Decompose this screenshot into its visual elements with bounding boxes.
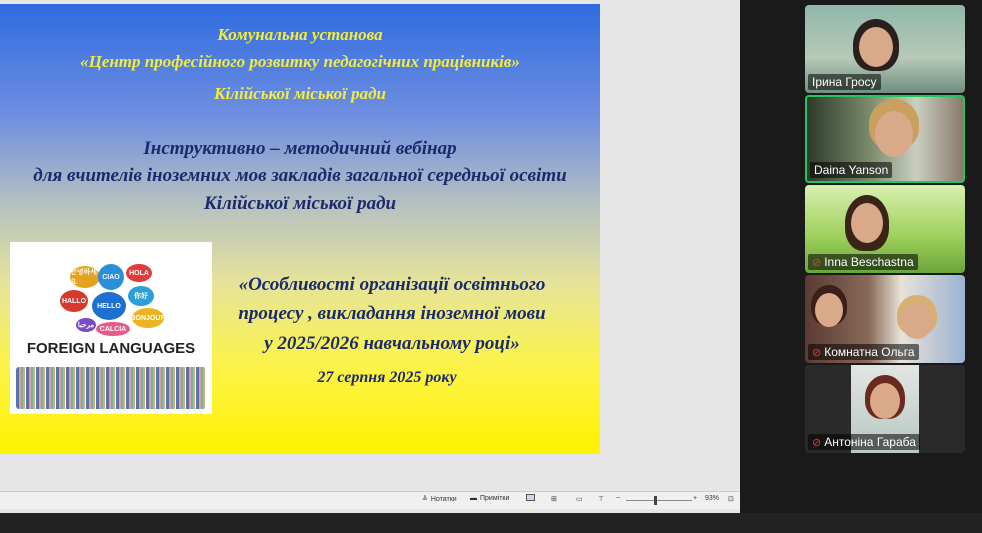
- bubble: 안녕하세요: [70, 266, 100, 288]
- participant-tile[interactable]: [805, 5, 965, 93]
- participant-name: Daina Yanson: [810, 162, 892, 178]
- mic-muted-icon: ⊘: [812, 346, 822, 359]
- bubble: HALLO: [60, 290, 88, 312]
- bubble: HELLO: [92, 292, 126, 320]
- slideshow-button[interactable]: [598, 495, 604, 503]
- participant-tile[interactable]: [805, 365, 965, 453]
- slide-sorter-button[interactable]: [551, 495, 557, 503]
- participant-face: [859, 27, 893, 67]
- bubble: HOLA: [126, 264, 152, 282]
- zoom-level[interactable]: 93%: [705, 495, 720, 502]
- taskbar: [0, 513, 982, 533]
- people-crowd-graphic: [16, 367, 206, 409]
- zoom-out-button[interactable]: [616, 495, 620, 502]
- notes-button[interactable]: [422, 495, 457, 503]
- participant-face: [870, 383, 900, 419]
- status-bar: [0, 491, 740, 509]
- comments-label: Примітки: [480, 495, 510, 502]
- org-line-1: Комунальна установа: [217, 25, 383, 44]
- bubble: CIAO: [98, 264, 124, 290]
- notes-label: Нотатки: [430, 495, 457, 503]
- minus-icon: −: [616, 495, 621, 502]
- foreign-languages-image: [10, 242, 212, 414]
- normal-view-icon: [526, 494, 535, 501]
- bubble: CALCIA: [96, 322, 130, 336]
- plus-icon: +: [693, 495, 698, 502]
- book-icon: ▭: [576, 496, 583, 503]
- comment-icon: ▬: [470, 495, 477, 502]
- fit-slide-button[interactable]: [728, 495, 734, 503]
- zoom-slider[interactable]: [626, 500, 692, 501]
- participant-name: ⊘ Inna Beschastna: [808, 254, 918, 270]
- zoom-in-button[interactable]: [693, 495, 697, 502]
- participant-name: ⊘ Комнатна Ольга: [808, 344, 919, 360]
- fit-icon: ⊡: [728, 496, 734, 503]
- participant-tile-active-speaker[interactable]: [805, 95, 965, 183]
- slide: [0, 4, 600, 454]
- bubble: مرحبا: [76, 318, 96, 332]
- topic-line-3: у 2025/2026 навчальному році»: [264, 333, 520, 354]
- participant-face: [851, 203, 883, 243]
- bubble: BONJOUR: [132, 308, 164, 328]
- org-line-3: Кілійської міської ради: [214, 84, 386, 103]
- notes-icon: ≜: [422, 496, 428, 503]
- reading-view-button[interactable]: [576, 495, 583, 503]
- participant-face: [875, 111, 913, 157]
- participant-tile[interactable]: [805, 185, 965, 273]
- zoom-slider-thumb[interactable]: [654, 496, 657, 505]
- slide-date: 27 серпня 2025 року: [317, 369, 457, 386]
- topic-line-2: процесу , викладання іноземної мови: [238, 303, 546, 324]
- topic-line-1: «Особливості організації освітнього: [238, 274, 546, 295]
- grid-icon: ⊞: [551, 496, 557, 503]
- webinar-line-3: Кілійської міської ради: [203, 193, 397, 214]
- image-title: FOREIGN LANGUAGES: [26, 340, 196, 357]
- webinar-line-1: Інструктивно – методичний вебінар: [143, 138, 457, 159]
- presenter-icon: ⊤: [598, 496, 605, 503]
- mic-muted-icon: ⊘: [812, 436, 822, 449]
- participant-name: Ірина Гросу: [808, 74, 881, 90]
- participant-face: [901, 303, 933, 339]
- webinar-line-2: для вчителів іноземних мов закладів загальної середньої освіти: [33, 165, 567, 186]
- normal-view-button[interactable]: [526, 494, 535, 501]
- participant-face: [815, 293, 843, 327]
- org-line-2: «Центр професійного розвитку педагогічних працівників»: [80, 52, 520, 71]
- participant-tile[interactable]: [805, 275, 965, 363]
- participant-name: ⊘ Антоніна Гараба: [808, 434, 920, 450]
- comments-button[interactable]: [470, 495, 509, 502]
- bubble: 你好: [128, 286, 154, 306]
- mic-muted-icon: ⊘: [812, 256, 822, 269]
